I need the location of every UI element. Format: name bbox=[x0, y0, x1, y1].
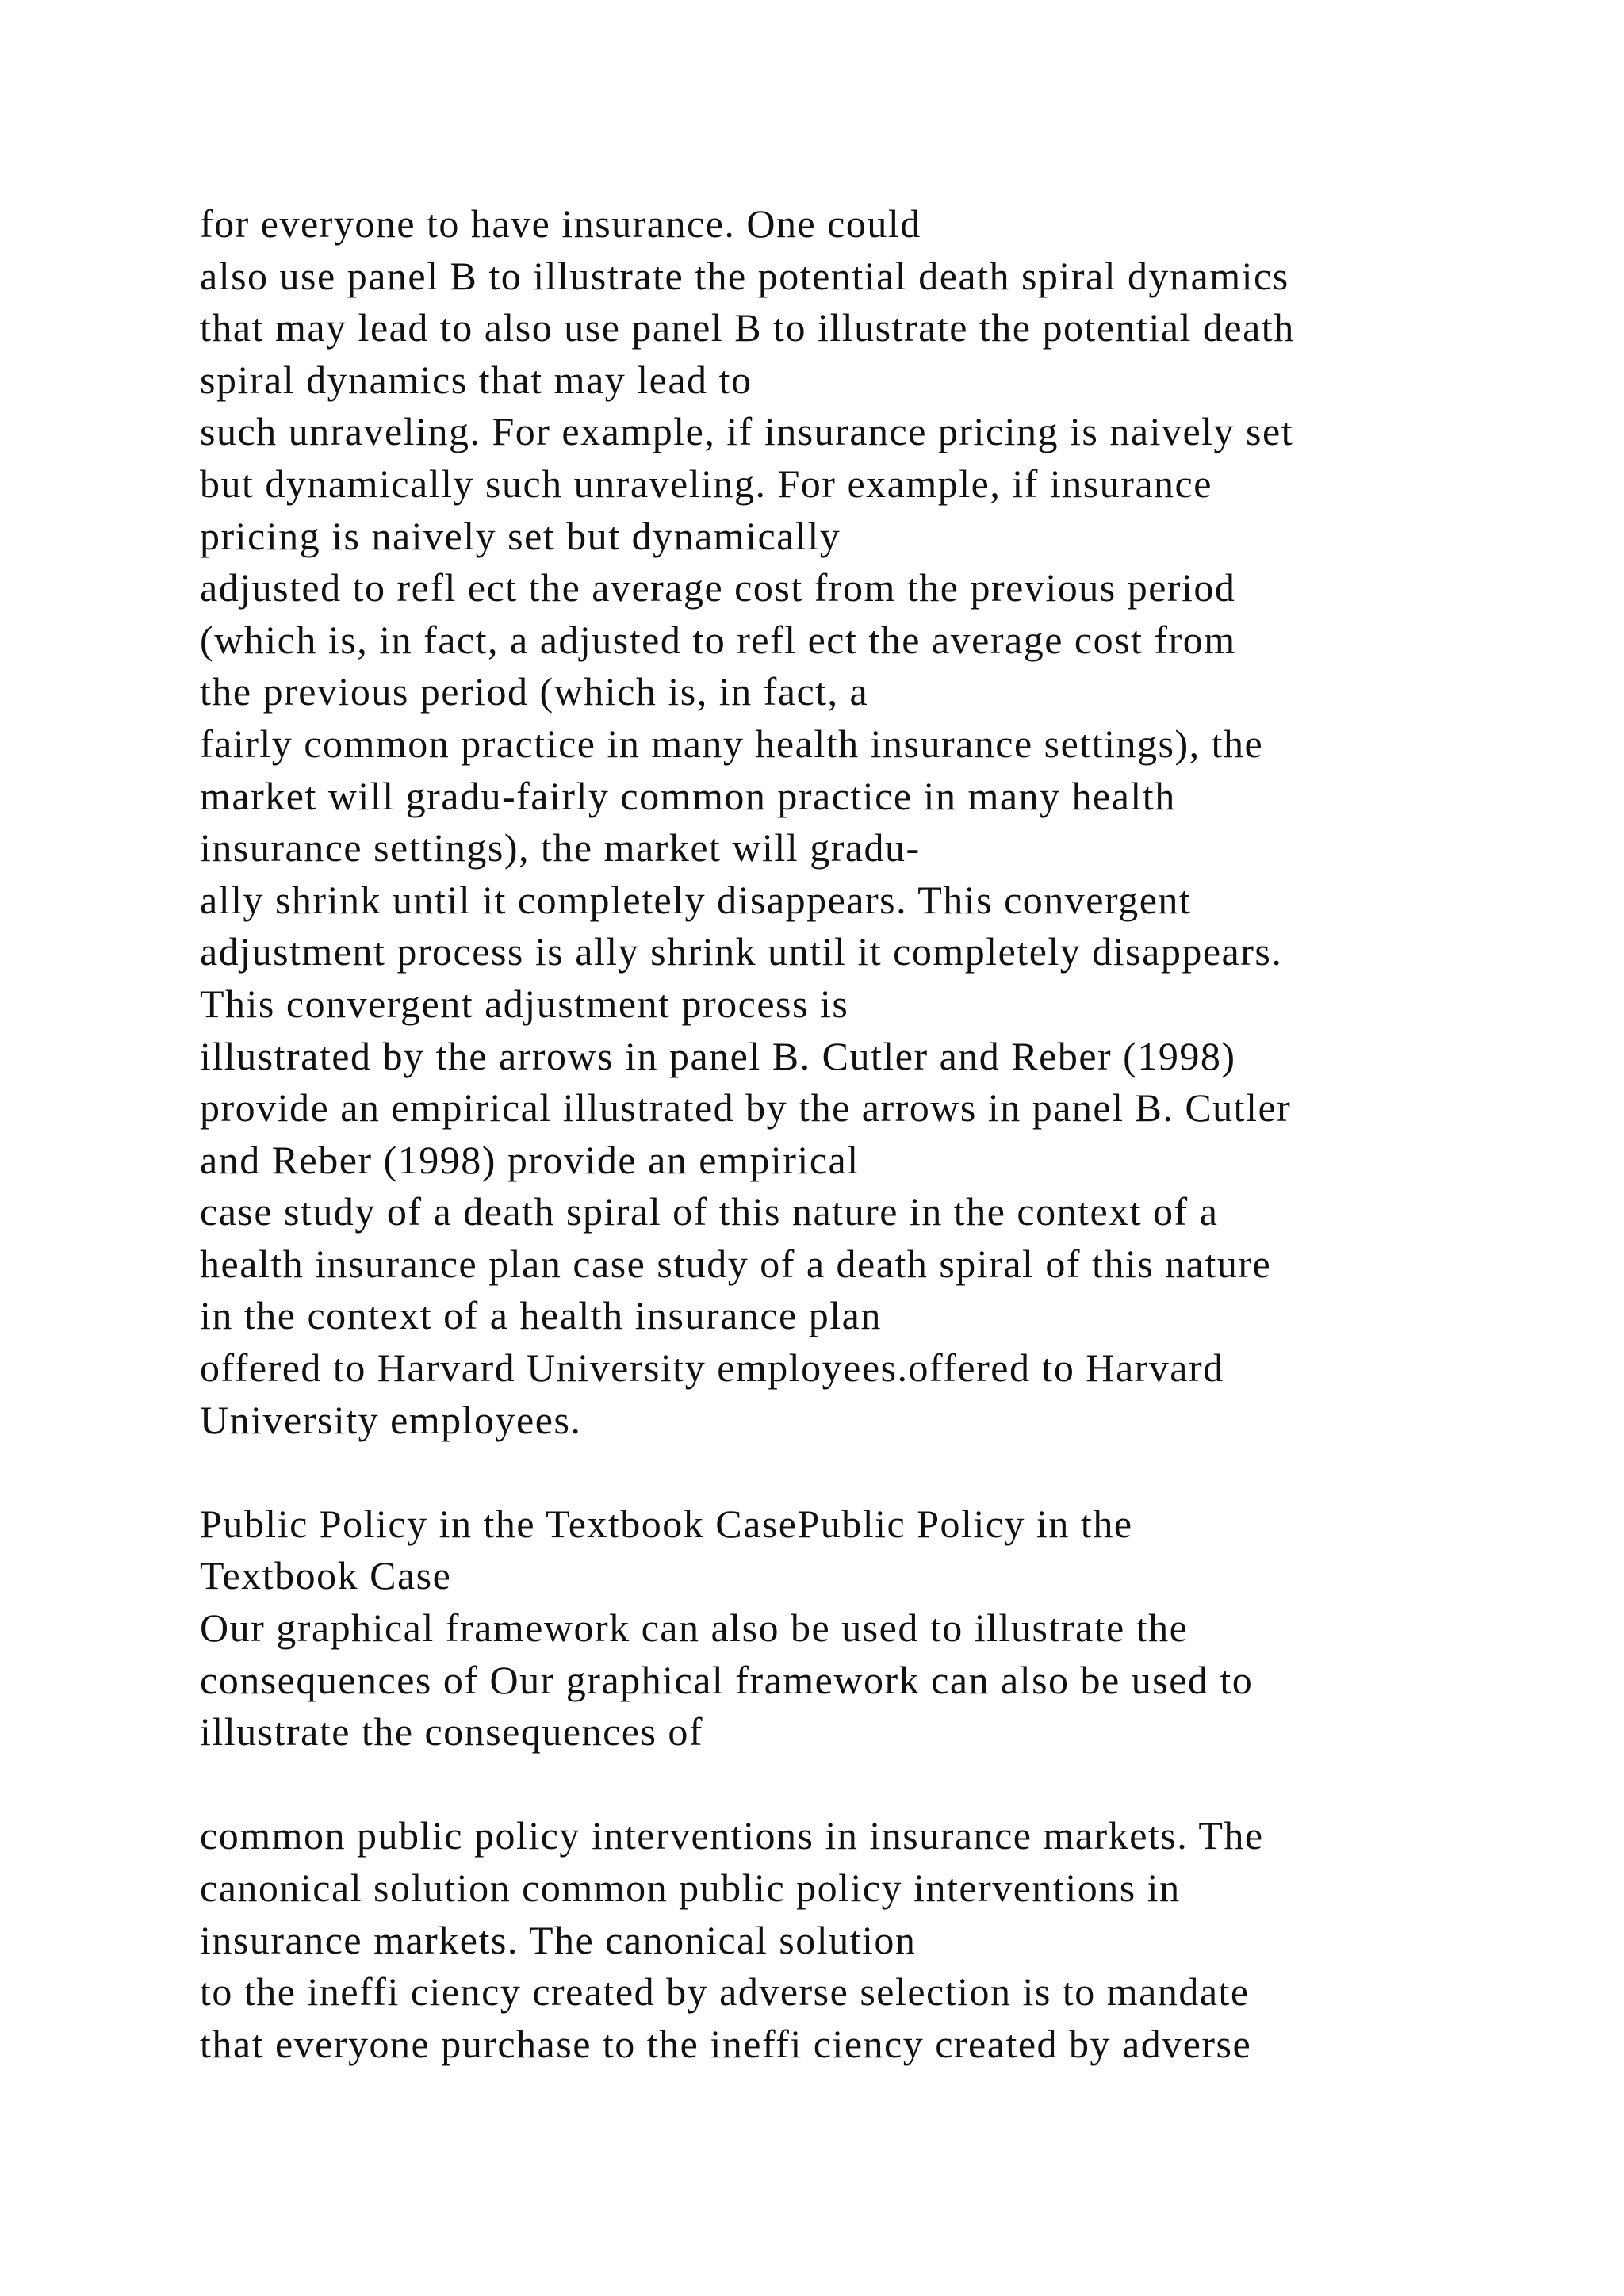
blank-line bbox=[200, 1758, 1548, 1811]
text-line: common public policy interventions in insurance markets. The bbox=[200, 1813, 1264, 1858]
text-line: and Reber (1998) provide an empirical bbox=[200, 1137, 860, 1182]
text-line: in the context of a health insurance plan bbox=[200, 1293, 882, 1338]
text-line: market will gradu-fairly common practice in many health bbox=[200, 773, 1176, 818]
text-line: adjustment process is ally shrink until it completely disappears. bbox=[200, 929, 1283, 974]
text-line: Our graphical framework can also be used to illustrate the bbox=[200, 1605, 1189, 1651]
text-line: for everyone to have insurance. One could bbox=[200, 201, 921, 246]
text-line: to the ineffi ciency created by adverse selection is to mandate bbox=[200, 1969, 1250, 2015]
text-line: that everyone purchase to the ineffi ciency created by adverse bbox=[200, 2021, 1252, 2066]
text-line: that may lead to also use panel B to illustrate the potential death bbox=[200, 305, 1295, 350]
text-line: also use panel B to illustrate the potential death spiral dynamics bbox=[200, 253, 1289, 298]
text-line: the previous period (which is, in fact, a bbox=[200, 669, 869, 714]
text-line: University employees. bbox=[200, 1397, 582, 1442]
text-line: provide an empirical illustrated by the arrows in panel B. Cutler bbox=[200, 1085, 1292, 1131]
text-line: insurance markets. The canonical solution bbox=[200, 1917, 917, 1962]
text-line: illustrated by the arrows in panel B. Cutler and Reber (1998) bbox=[200, 1033, 1236, 1078]
section-heading: Public Policy in the Textbook CasePublic Policy in the bbox=[200, 1501, 1133, 1546]
text-line: adjusted to refl ect the average cost from the previous period bbox=[200, 565, 1236, 610]
text-line: consequences of Our graphical framework can also be used to bbox=[200, 1657, 1254, 1702]
text-line: pricing is naively set but dynamically bbox=[200, 513, 841, 558]
text-line: fairly common practice in many health insurance settings), the bbox=[200, 721, 1264, 766]
text-line: case study of a death spiral of this nature in the context of a bbox=[200, 1189, 1219, 1234]
text-line: canonical solution common public policy interventions in bbox=[200, 1866, 1181, 1910]
body-text bbox=[200, 198, 1548, 2070]
text-line: This convergent adjustment process is bbox=[200, 981, 849, 1026]
text-line: insurance settings), the market will gradu- bbox=[200, 825, 921, 871]
text-line: such unraveling. For example, if insurance pricing is naively set bbox=[200, 409, 1294, 454]
text-line: ally shrink until it completely disappears. This convergent bbox=[200, 877, 1192, 922]
blank-line bbox=[200, 1446, 1548, 1498]
text-line: (which is, in fact, a adjusted to refl ect the average cost from bbox=[200, 617, 1236, 662]
text-line: spiral dynamics that may lead to bbox=[200, 357, 753, 402]
section-heading: Textbook Case bbox=[200, 1553, 452, 1598]
text-line: health insurance plan case study of a death spiral of this nature bbox=[200, 1241, 1272, 1286]
text-line: but dynamically such unraveling. For example, if insurance bbox=[200, 461, 1212, 506]
text-line: offered to Harvard University employees.offered to Harvard bbox=[200, 1345, 1224, 1391]
text-line: illustrate the consequences of bbox=[200, 1709, 704, 1755]
